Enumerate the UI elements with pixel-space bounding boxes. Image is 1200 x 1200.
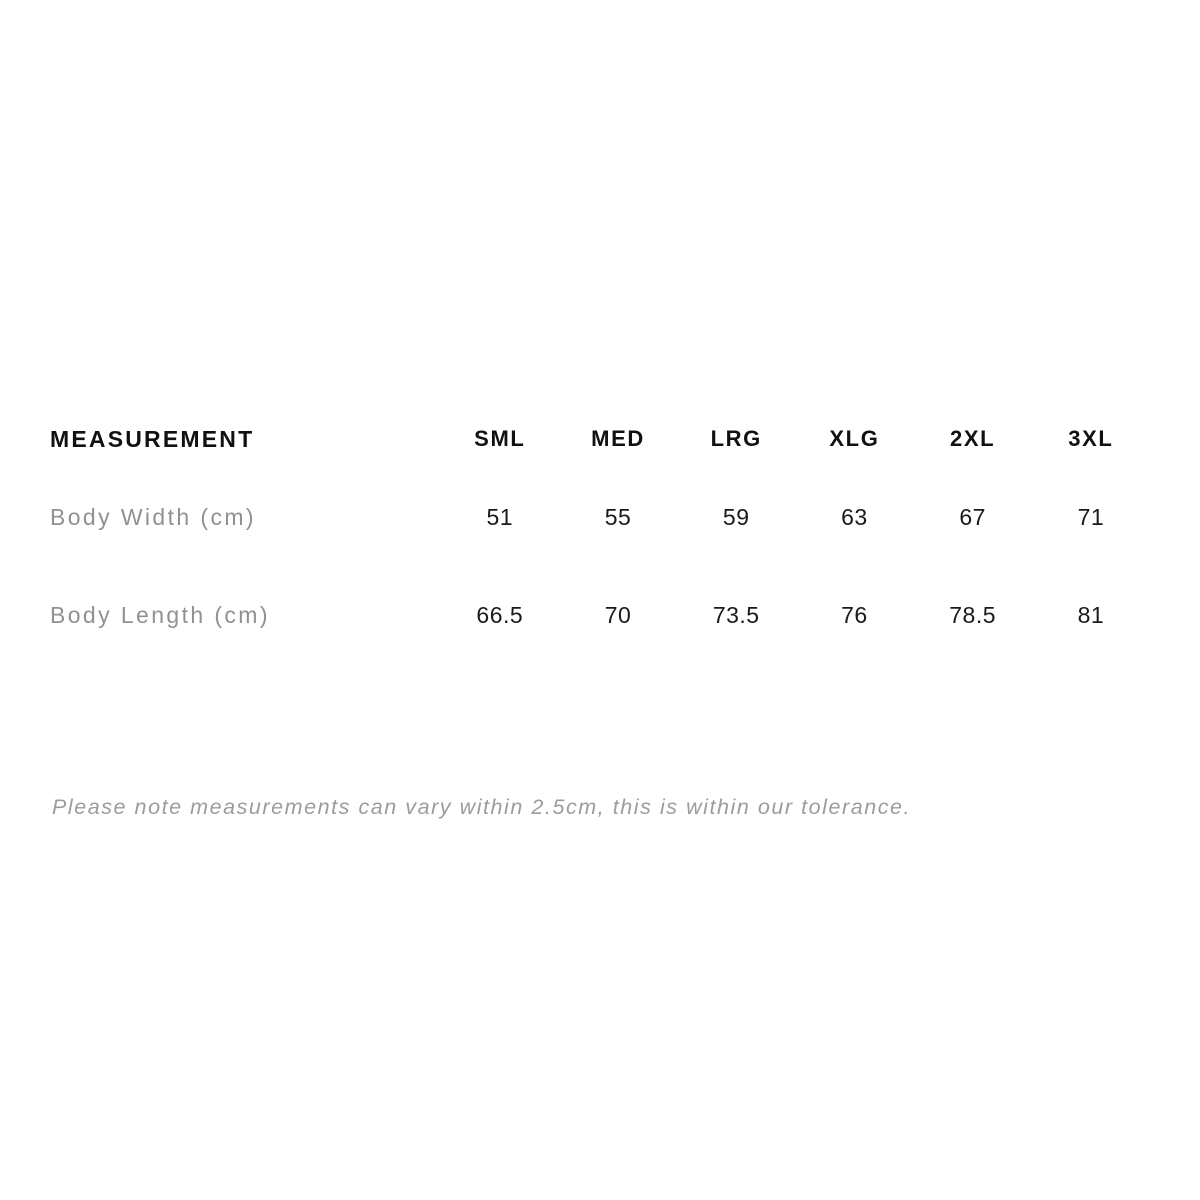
table-row [50, 468, 1150, 566]
cell-body-length-xlg: 76 [841, 601, 868, 628]
tolerance-note: Please note measurements can vary within 2.5cm, this is within our tolerance. [52, 795, 912, 819]
cell-body-width-2xl: 67 [959, 503, 986, 530]
cell-body-width-lrg: 59 [722, 503, 750, 530]
cell-body-length-sml: 66.5 [476, 601, 524, 628]
row-label-body-length: Body Length (cm) [50, 601, 270, 628]
table-body [50, 468, 1150, 664]
column-header-2xl: 2XL [950, 426, 996, 451]
table-header-row [50, 410, 1150, 468]
cell-body-width-3xl: 71 [1077, 503, 1105, 530]
cell-body-width-med: 55 [604, 503, 632, 530]
size-guide-table [50, 410, 1150, 664]
table-row [50, 566, 1150, 664]
column-header-xlg: XLG [829, 426, 880, 451]
column-header-measurement: MEASUREMENT [50, 425, 255, 452]
cell-body-width-sml: 51 [486, 503, 514, 530]
column-header-3xl: 3XL [1068, 426, 1114, 451]
cell-body-length-med: 70 [604, 601, 632, 628]
column-header-sml: SML [474, 426, 526, 451]
cell-body-length-3xl: 81 [1077, 601, 1105, 628]
column-header-lrg: LRG [710, 426, 762, 451]
cell-body-width-xlg: 63 [841, 503, 868, 530]
row-label-body-width: Body Width (cm) [50, 503, 256, 530]
cell-body-length-lrg: 73.5 [712, 601, 760, 628]
table-header [50, 410, 1150, 468]
column-header-med: MED [591, 426, 645, 451]
cell-body-length-2xl: 78.5 [949, 601, 996, 628]
